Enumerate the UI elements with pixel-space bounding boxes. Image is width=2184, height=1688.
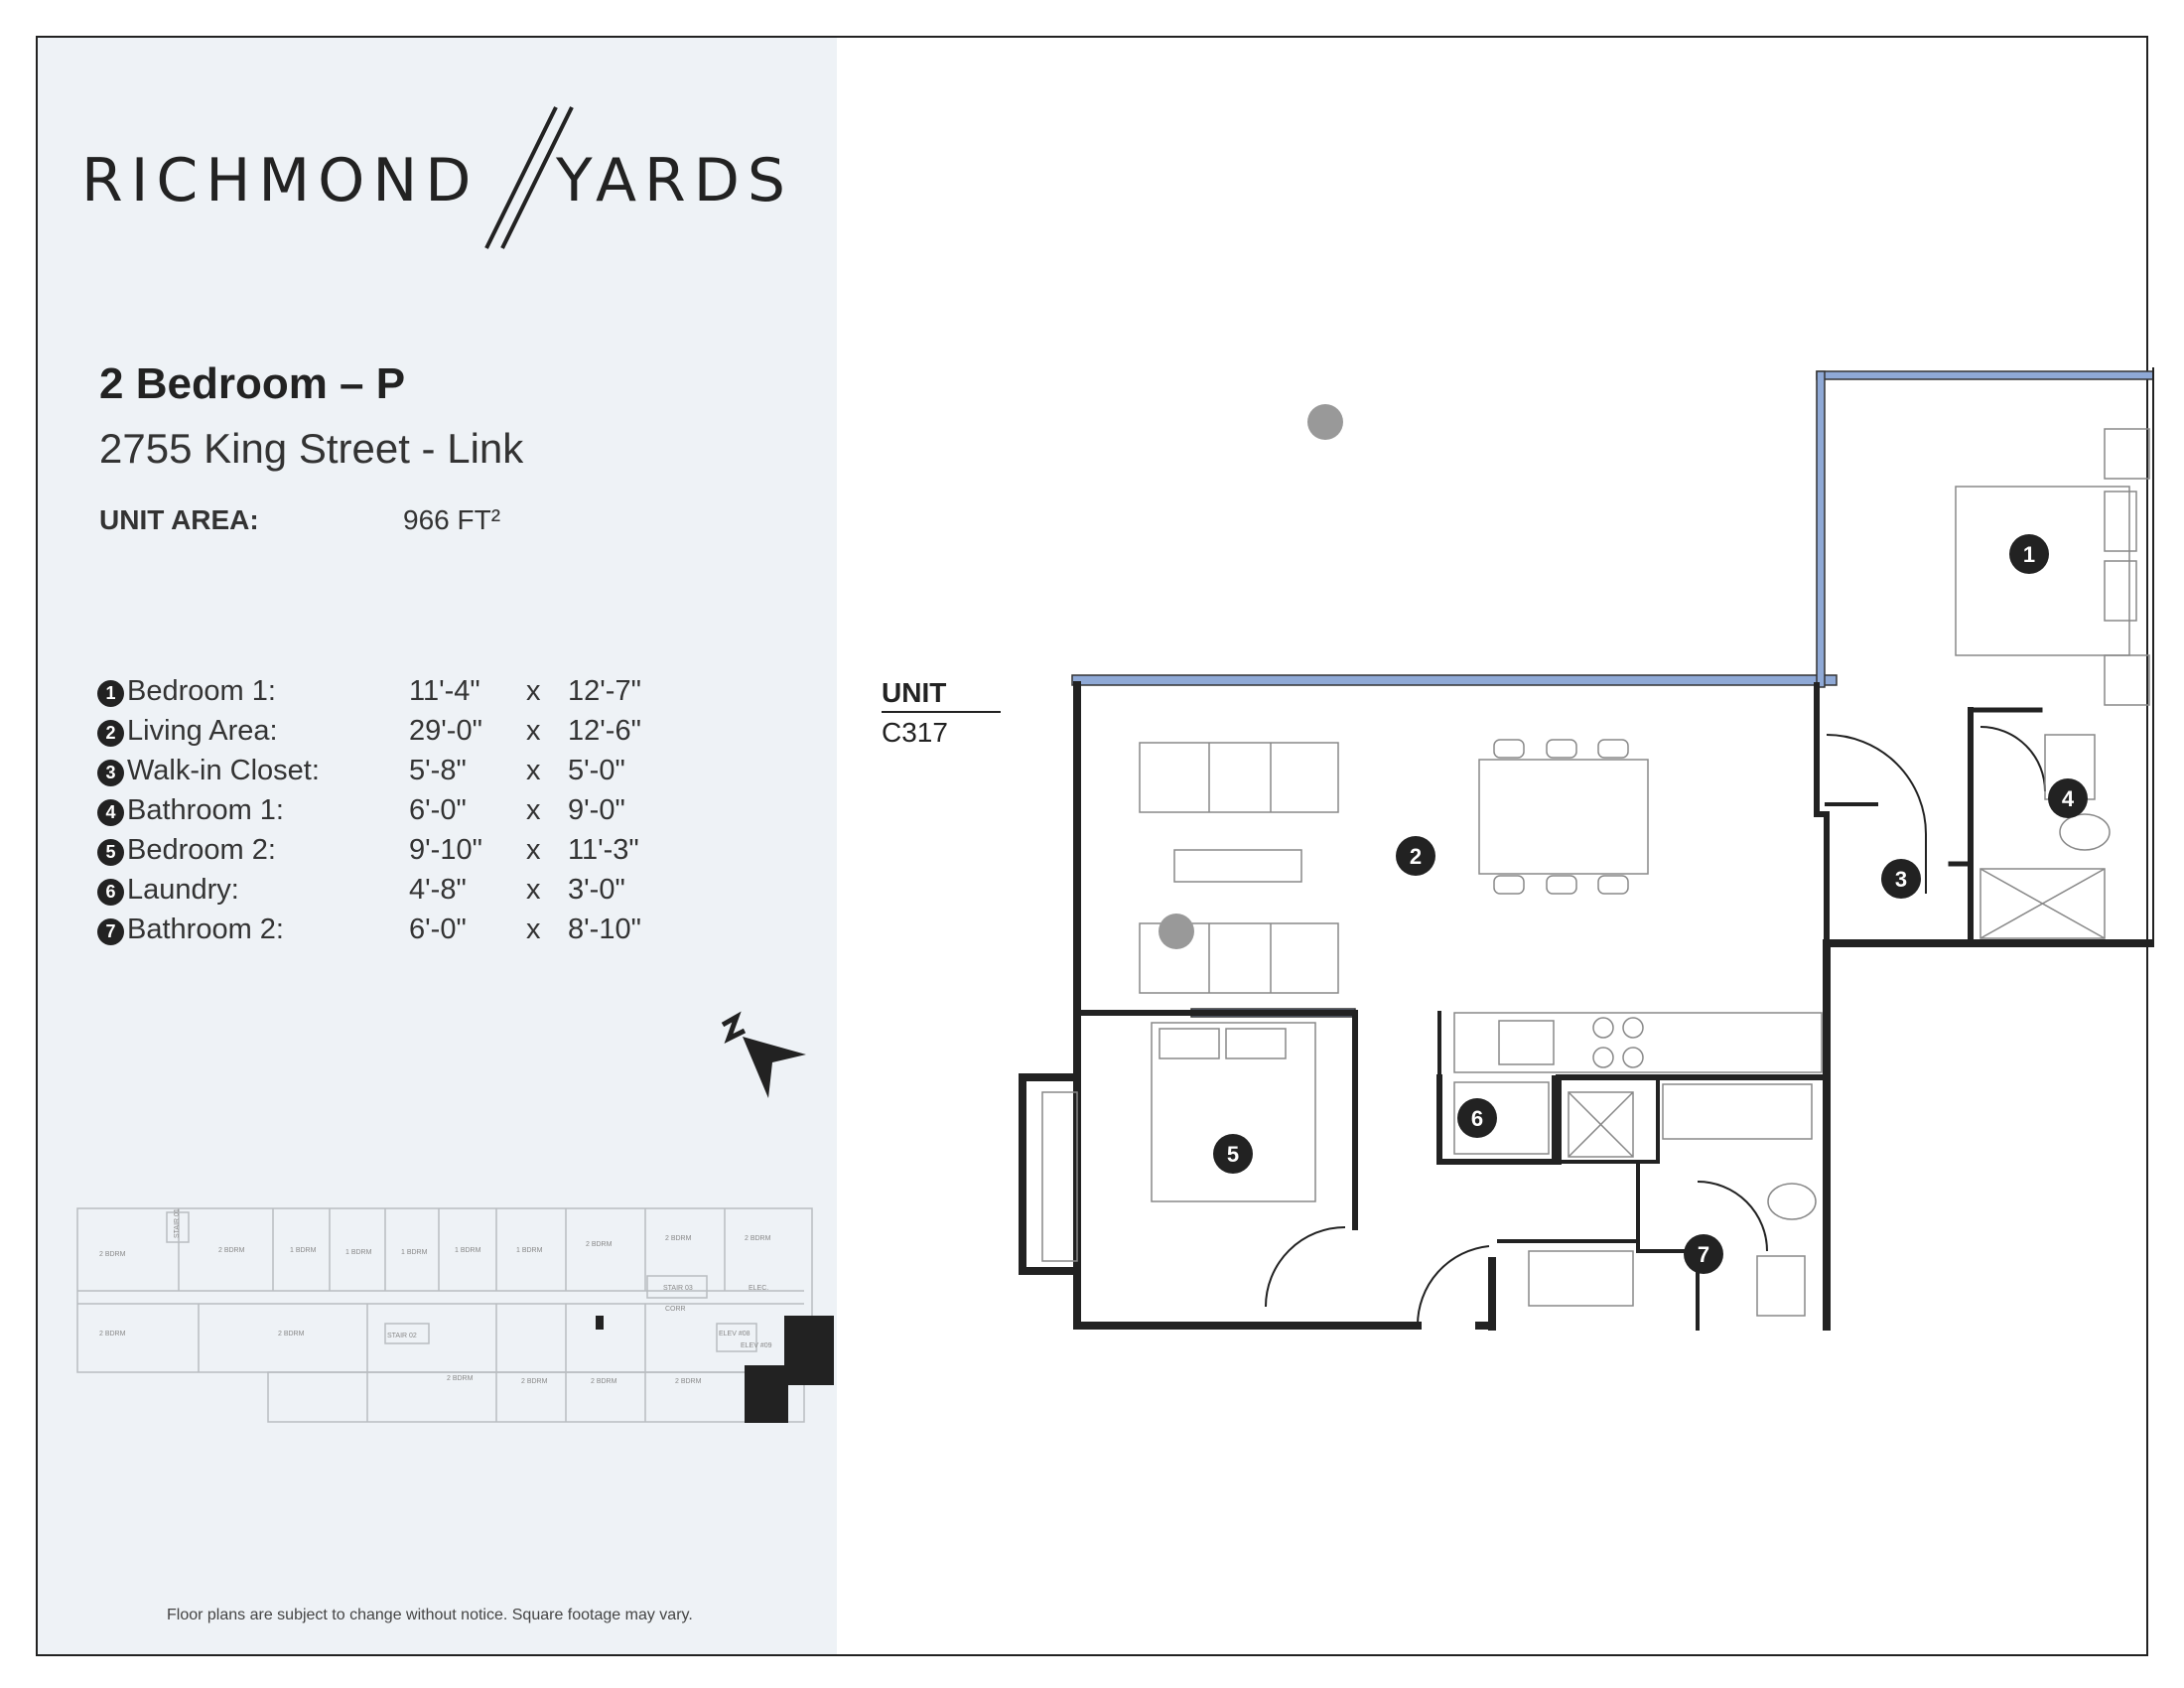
room-name: Living Area: [127, 715, 278, 747]
toilet-1 [2060, 814, 2110, 850]
toilet-2 [1768, 1184, 1816, 1219]
brand-left: RICHMOND [81, 146, 479, 215]
svg-text:2 BDRM: 2 BDRM [218, 1247, 245, 1254]
room-row [97, 755, 693, 794]
room-name: Walk-in Closet: [127, 755, 320, 786]
room-times: x [526, 914, 541, 945]
svg-text:1 BDRM: 1 BDRM [516, 1247, 543, 1254]
svg-text:1 BDRM: 1 BDRM [455, 1247, 481, 1254]
room-number-badge: 1 [97, 680, 124, 707]
room-number-badge: 5 [97, 839, 124, 866]
room-row [97, 874, 693, 914]
svg-text:2 BDRM: 2 BDRM [447, 1375, 474, 1382]
svg-text:2 BDRM: 2 BDRM [278, 1331, 305, 1337]
svg-text:2 BDRM: 2 BDRM [521, 1378, 548, 1385]
svg-text:STAIR 03: STAIR 03 [663, 1285, 693, 1292]
bed-2 [1152, 1023, 1315, 1201]
unit-tag-label: UNIT [882, 677, 1001, 713]
room-name: Bedroom 1: [127, 675, 276, 707]
svg-text:1 BDRM: 1 BDRM [401, 1249, 428, 1256]
svg-text:6: 6 [1470, 1106, 1484, 1131]
room-number-badge: 3 [97, 760, 124, 786]
room-width: 6'-0" [409, 794, 467, 826]
disclaimer: Floor plans are subject to change without notice. Square footage may vary. [167, 1607, 693, 1623]
svg-text:ELEV #09: ELEV #09 [741, 1342, 772, 1349]
svg-text:7: 7 [1697, 1242, 1710, 1267]
svg-text:2: 2 [1409, 844, 1423, 869]
room-name: Laundry: [127, 874, 239, 906]
logo-slash-1 [486, 107, 556, 248]
svg-text:2 BDRM: 2 BDRM [591, 1378, 617, 1385]
sink-2 [1757, 1256, 1805, 1316]
coffee-table [1174, 850, 1301, 882]
room-times: x [526, 715, 541, 747]
svg-text:2 BDRM: 2 BDRM [665, 1235, 692, 1242]
svg-text:STAIR 02: STAIR 02 [387, 1333, 417, 1339]
room-row [97, 914, 693, 953]
door-bedroom1 [1827, 735, 1926, 834]
svg-text:4: 4 [2061, 786, 2075, 811]
room-number-badge: 4 [97, 799, 124, 826]
sofa-1 [1140, 743, 1338, 812]
brand-logo [81, 99, 796, 258]
wall-south [1077, 1013, 1418, 1326]
room-name: Bathroom 2: [127, 914, 284, 945]
svg-text:CORR: CORR [665, 1306, 686, 1313]
svg-text:2 BDRM: 2 BDRM [745, 1235, 771, 1242]
room-width: 6'-0" [409, 914, 467, 945]
svg-text:1: 1 [2022, 542, 2036, 567]
room-width: 4'-8" [409, 874, 467, 906]
kitchen-counter [1454, 1013, 1822, 1072]
svg-text:ELEC.: ELEC. [749, 1285, 769, 1292]
key-plan [69, 1196, 834, 1445]
svg-text:1 BDRM: 1 BDRM [345, 1249, 372, 1256]
unit-area-value: 966 FT² [403, 504, 501, 535]
room-length: 3'-0" [568, 874, 625, 906]
room-times: x [526, 834, 541, 866]
room-number-badge: 2 [97, 720, 124, 747]
svg-text:2 BDRM: 2 BDRM [99, 1331, 126, 1337]
room-length: 9'-0" [568, 794, 625, 826]
room-row [97, 794, 693, 834]
room-row [97, 834, 693, 874]
room-length: 12'-7" [568, 675, 641, 707]
kitchen-sink [1499, 1021, 1554, 1064]
room-width: 11'-4" [409, 675, 480, 707]
window-bedroom1-top [1817, 371, 2154, 379]
room-number-badge: 7 [97, 918, 124, 945]
dining-table [1479, 760, 1648, 874]
room-times: x [526, 794, 541, 826]
svg-text:2 BDRM: 2 BDRM [99, 1251, 126, 1258]
light-fixture [1159, 914, 1194, 949]
svg-text:1 BDRM: 1 BDRM [290, 1247, 317, 1254]
room-length: 8'-10" [568, 914, 641, 945]
room-width: 9'-10" [409, 834, 482, 866]
svg-text:STAIR 01: STAIR 01 [174, 1208, 181, 1238]
floor-plan [1003, 357, 2154, 1331]
room-name: Bathroom 1: [127, 794, 284, 826]
svg-text:2 BDRM: 2 BDRM [586, 1241, 613, 1248]
svg-text:2 BDRM: 2 BDRM [675, 1378, 702, 1385]
room-row [97, 675, 693, 715]
key-plan-highlight [784, 1316, 834, 1385]
unit-title: 2 Bedroom – P [99, 359, 406, 408]
window-bedroom1-side [1817, 371, 1825, 687]
room-times: x [526, 874, 541, 906]
light-fixture [1307, 404, 1343, 440]
unit-tag-number: C317 [882, 717, 948, 748]
room-times: x [526, 675, 541, 707]
room-width: 29'-0" [409, 715, 482, 747]
svg-text:5: 5 [1226, 1142, 1240, 1167]
bathtub [1663, 1084, 1812, 1139]
bed-1 [1956, 487, 2129, 655]
room-length: 12'-6" [568, 715, 641, 747]
north-arrow-icon [715, 1003, 814, 1102]
room-length: 5'-0" [568, 755, 625, 786]
room-times: x [526, 755, 541, 786]
brand-right: YARDS [556, 146, 794, 215]
room-width: 5'-8" [409, 755, 467, 786]
room-name: Bedroom 2: [127, 834, 276, 866]
room-number-badge: 6 [97, 879, 124, 906]
unit-area-label: UNIT AREA: [99, 504, 259, 535]
window-north [1072, 675, 1837, 685]
unit-address: 2755 King Street - Link [99, 425, 524, 472]
room-row [97, 715, 693, 755]
svg-text:3: 3 [1894, 867, 1908, 892]
room-list [97, 675, 693, 953]
svg-text:ELEV #08: ELEV #08 [719, 1331, 751, 1337]
room-length: 11'-3" [568, 834, 639, 866]
